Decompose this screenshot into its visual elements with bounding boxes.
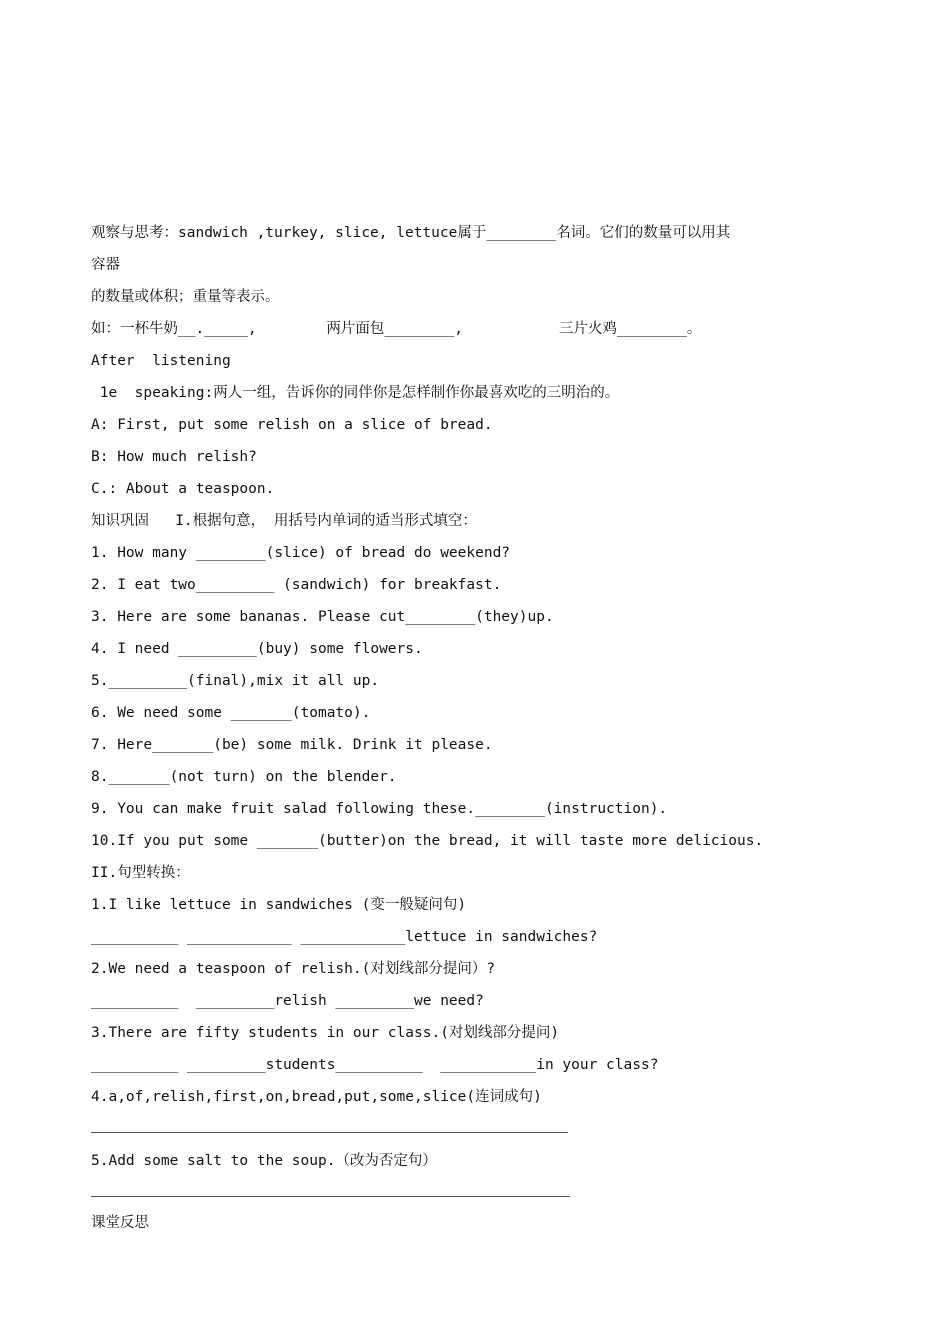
speaking-task: 1e speaking:两人一组，告诉你的同伴你是怎样制作你最喜欢吃的三明治的。: [91, 385, 620, 401]
exercise-2-1: 1.I like lettuce in sandwiches (变一般疑问句): [91, 897, 467, 913]
section-one-heading: 知识巩固 I.根据句意， 用括号内单词的适当形式填空：: [91, 513, 477, 529]
exercise-1-7: 7. Here_______(be) some milk. Drink it please.: [91, 737, 493, 753]
examples-line: 如：一杯牛奶__._____, 两片面包________, 三片火鸡________。: [91, 321, 702, 337]
exercise-2-5: 5.Add some salt to the soup.（改为否定句）: [91, 1153, 437, 1169]
exercise-1-8: 8._______(not turn) on the blender.: [91, 769, 397, 785]
exercise-1-4: 4. I need _________(buy) some flowers.: [91, 641, 423, 657]
exercise-2-1-answer: __________ ____________ ____________lettuce in sandwiches?: [91, 929, 598, 945]
exercise-1-9: 9. You can make fruit salad following these.________(instruction).: [91, 801, 668, 817]
exercise-2-4: 4.a,of,relish,first,on,bread,put,some,slice(连词成句): [91, 1089, 542, 1105]
exercise-2-2: 2.We need a teaspoon of relish.(对划线部分提问）?: [91, 961, 496, 977]
container-line: 容器: [91, 257, 120, 273]
exercise-2-2-answer: __________ _________relish _________we need?: [91, 993, 484, 1009]
exercise-2-3: 3.There are fifty students in our class.(对划线部分提问): [91, 1025, 560, 1041]
exercise-1-2: 2. I eat two_________ (sandwich) for breakfast.: [91, 577, 502, 593]
exercise-2-3-answer: __________ _________students__________ ___________in your class?: [91, 1057, 659, 1073]
answer-line-4: [91, 1132, 568, 1133]
section-two-heading: II.句型转换：: [91, 865, 190, 881]
reflection-heading: 课堂反思: [91, 1215, 149, 1231]
answer-line-5: [91, 1196, 570, 1197]
exercise-1-3: 3. Here are some bananas. Please cut________(they)up.: [91, 609, 554, 625]
after-listening-heading: After listening: [91, 353, 231, 369]
dialogue-c: C.: About a teaspoon.: [91, 481, 275, 497]
dialogue-b: B: How much relish?: [91, 449, 257, 465]
dialogue-a: A: First, put some relish on a slice of bread.: [91, 417, 493, 433]
exercise-1-6: 6. We need some _______(tomato).: [91, 705, 371, 721]
exercise-1-10: 10.If you put some _______(butter)on the bread, it will taste more delicious.: [91, 833, 764, 849]
observe-think-line: 观察与思考：sandwich ,turkey, slice, lettuce属于________名词。它们的数量可以用其: [91, 225, 731, 241]
quantity-line: 的数量或体积；重量等表示。: [91, 289, 280, 305]
exercise-1-1: 1. How many ________(slice) of bread do weekend?: [91, 545, 511, 561]
exercise-1-5: 5._________(final),mix it all up.: [91, 673, 380, 689]
